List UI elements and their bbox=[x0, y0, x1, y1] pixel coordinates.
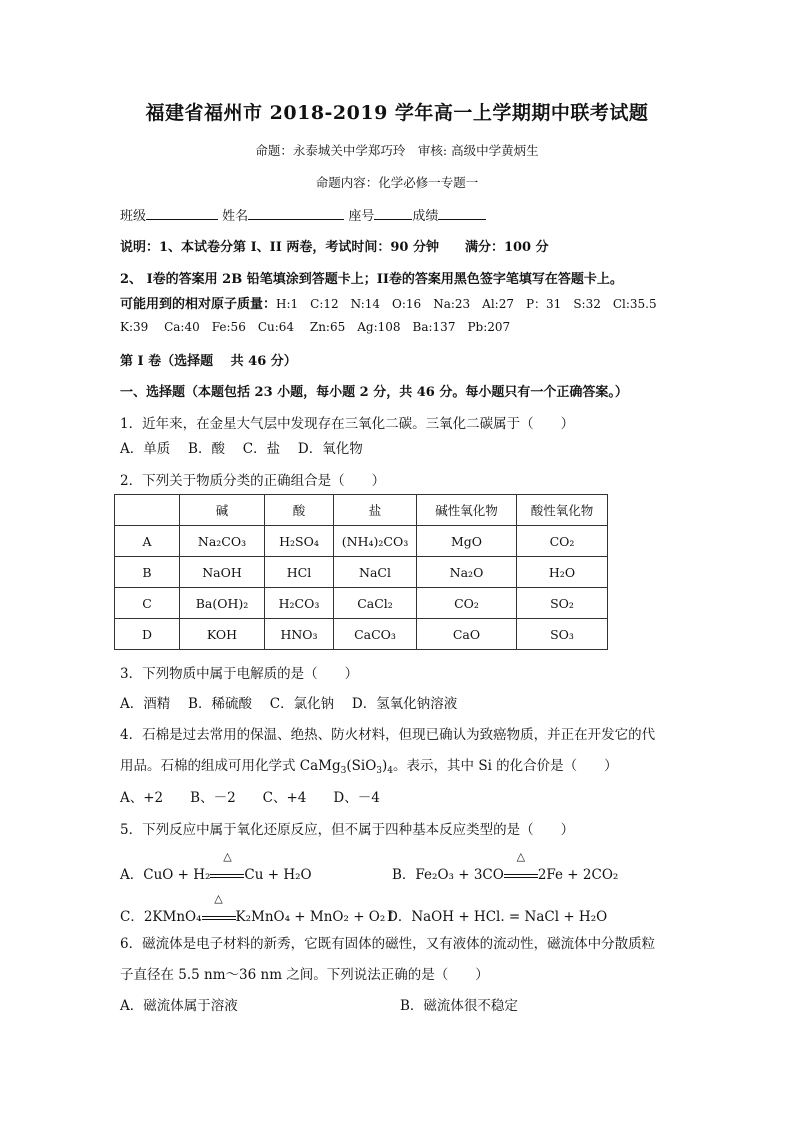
score-blank[interactable] bbox=[438, 207, 486, 220]
table-cell: D bbox=[115, 619, 180, 650]
table-cell: NaOH bbox=[180, 557, 265, 588]
q5-option-d: D．NaOH + HCl. = NaCl + H₂O bbox=[387, 909, 608, 925]
q4-sub-a: 3 bbox=[340, 766, 347, 776]
equals-bar bbox=[210, 874, 244, 878]
classification-table bbox=[114, 494, 608, 650]
q5-option-c bbox=[120, 892, 397, 925]
delta-symbol: △ bbox=[223, 850, 232, 863]
authors-line: 命题：永泰城关中学郑巧玲 审核: 高级中学黄炳生 bbox=[255, 143, 539, 158]
table-header-cell bbox=[115, 495, 180, 526]
question-4-line-1: 4．石棉是过去常用的保温、绝热、防火材料，但现已确认为致癌物质，并正在开发它的代 bbox=[120, 727, 656, 743]
q5-b-products: 2Fe + 2CO₂ bbox=[537, 867, 619, 883]
table-header-cell: 酸 bbox=[265, 495, 334, 526]
seat-blank[interactable] bbox=[374, 207, 412, 220]
class-blank[interactable] bbox=[146, 207, 218, 220]
table-cell: MgO bbox=[417, 526, 517, 557]
heat-condition-sign bbox=[504, 850, 538, 883]
question-1-options: A．单质 B．酸 C．盐 D．氧化物 bbox=[120, 441, 363, 457]
heat-condition-sign bbox=[202, 892, 236, 925]
table-cell: A bbox=[115, 526, 180, 557]
score-label: 成绩 bbox=[412, 209, 439, 224]
q5-option-a bbox=[120, 850, 312, 883]
q4-text-g: 。表示，其中 Si 的化合价是（ ） bbox=[393, 758, 618, 774]
table-cell: H₂CO₃ bbox=[265, 588, 334, 619]
instructions-line-1: 说明：1、本试卷分第 I、II 两卷，考试时间：90 分钟 满分：100 分 bbox=[120, 240, 549, 255]
question-5-stem: 5．下列反应中属于氧化还原反应，但不属于四种基本反应类型的是（ ） bbox=[120, 822, 575, 838]
question-2-stem: 2．下列关于物质分类的正确组合是（ ） bbox=[120, 473, 386, 489]
table-cell: HNO₃ bbox=[265, 619, 334, 650]
table-cell: SO₃ bbox=[517, 619, 608, 650]
table-header-row bbox=[115, 495, 608, 526]
question-3-options: A．酒精 B．稀硫酸 C．氯化钠 D．氢氧化钠溶液 bbox=[120, 696, 458, 712]
table-cell: SO₂ bbox=[517, 588, 608, 619]
q5-option-b bbox=[392, 850, 619, 883]
table-cell: HCl bbox=[265, 557, 334, 588]
student-info-fields bbox=[120, 205, 486, 224]
table-header-cell: 碱 bbox=[180, 495, 265, 526]
q5-a-reactants: A．CuO + H₂ bbox=[120, 867, 211, 883]
question-6-line-2: 子直径在 5.5 nm～36 nm 之间。下列说法正确的是（ ） bbox=[120, 967, 489, 983]
table-cell: CaCl₂ bbox=[334, 588, 417, 619]
equals-bar bbox=[202, 916, 236, 920]
q4-sub-b: 3 bbox=[376, 766, 383, 776]
q4-text-e: ) bbox=[382, 758, 388, 774]
table-cell: NaCl bbox=[334, 557, 417, 588]
question-1-stem: 1．近年来，在金星大气层中发现存在三氧化二碳。三氧化二碳属于（ ） bbox=[120, 416, 575, 432]
q5-c-reactants: C．2KMnO₄ bbox=[120, 909, 202, 925]
table-header-cell: 碱性氧化物 bbox=[417, 495, 517, 526]
delta-symbol: △ bbox=[214, 892, 223, 905]
atomic-mass-line-2: K:39 Ca:40 Fe:56 Cu:64 Zn:65 Ag:108 Ba:137 Pb:207 bbox=[120, 320, 511, 334]
question-4-options: A、+2 B、－2 C、+4 D、－4 bbox=[120, 790, 380, 806]
table-header-cell: 酸性氧化物 bbox=[517, 495, 608, 526]
atomic-mass-label: 可能用到的相对原子质量： bbox=[120, 297, 277, 312]
q5-b-reactants: B．Fe₂O₃ + 3CO bbox=[392, 867, 504, 883]
q6-option-a: A．磁流体属于溶液 bbox=[120, 998, 238, 1014]
delta-symbol: △ bbox=[516, 850, 526, 863]
atomic-mass-line-1 bbox=[120, 293, 657, 312]
atomic-mass-values-1: H:1 C:12 N:14 O:16 Na:23 Al:27 P：31 S:32 Cl:35.5 bbox=[276, 297, 657, 311]
table-cell: CO₂ bbox=[517, 526, 608, 557]
name-label: 姓名 bbox=[222, 209, 249, 224]
question-6-line-1: 6．磁流体是电子材料的新秀，它既有固体的磁性，又有液体的流动性，磁流体中分散质粒 bbox=[120, 936, 656, 952]
seat-label: 座号 bbox=[348, 209, 375, 224]
table-cell: B bbox=[115, 557, 180, 588]
section-1-heading: 第 I 卷（选择题 共 46 分） bbox=[120, 354, 297, 369]
q6-option-b: B．磁流体很不稳定 bbox=[400, 998, 518, 1014]
table-cell: CO₂ bbox=[417, 588, 517, 619]
name-blank[interactable] bbox=[248, 207, 344, 220]
table-cell: CaCO₃ bbox=[334, 619, 417, 650]
question-4-line-2 bbox=[120, 754, 618, 774]
table-row bbox=[115, 588, 608, 619]
q4-text-a: 用品。石棉的组成可用化学式 CaMg bbox=[120, 758, 341, 774]
table-header-cell: 盐 bbox=[334, 495, 417, 526]
question-3-stem: 3．下列物质中属于电解质的是（ ） bbox=[120, 666, 359, 682]
heat-condition-sign bbox=[210, 850, 244, 883]
q4-text-c: (SiO bbox=[346, 758, 377, 774]
table-cell: CaO bbox=[417, 619, 517, 650]
q5-a-products: Cu + H₂O bbox=[244, 867, 312, 883]
table-cell: H₂SO₄ bbox=[265, 526, 334, 557]
content-scope-line: 命题内容：化学必修一专题一 bbox=[315, 175, 479, 190]
table-cell: (NH₄)₂CO₃ bbox=[334, 526, 417, 557]
table-cell: KOH bbox=[180, 619, 265, 650]
table-cell: Na₂CO₃ bbox=[180, 526, 265, 557]
table-cell: Ba(OH)₂ bbox=[180, 588, 265, 619]
q4-sub-c: 4 bbox=[387, 766, 394, 776]
instructions-line-2: 2、 I卷的答案用 2B 铅笔填涂到答题卡上；II卷的答案用黑色签字笔填写在答题卡上。 bbox=[120, 272, 623, 287]
part-1-heading: 一、选择题（本题包括 23 小题，每小题 2 分，共 46 分。每小题只有一个正确答案。） bbox=[120, 385, 628, 400]
table-row bbox=[115, 557, 608, 588]
table-cell: H₂O bbox=[517, 557, 608, 588]
q5-c-products: K₂MnO₄ + MnO₂ + O₂↑ bbox=[235, 909, 397, 925]
table-row bbox=[115, 526, 608, 557]
equals-bar bbox=[504, 874, 538, 878]
page-title: 福建省福州市 2018-2019 学年高一上学期期中联考试题 bbox=[145, 102, 649, 124]
table-cell: C bbox=[115, 588, 180, 619]
class-label: 班级 bbox=[120, 209, 147, 224]
table-cell: Na₂O bbox=[417, 557, 517, 588]
table-row bbox=[115, 619, 608, 650]
